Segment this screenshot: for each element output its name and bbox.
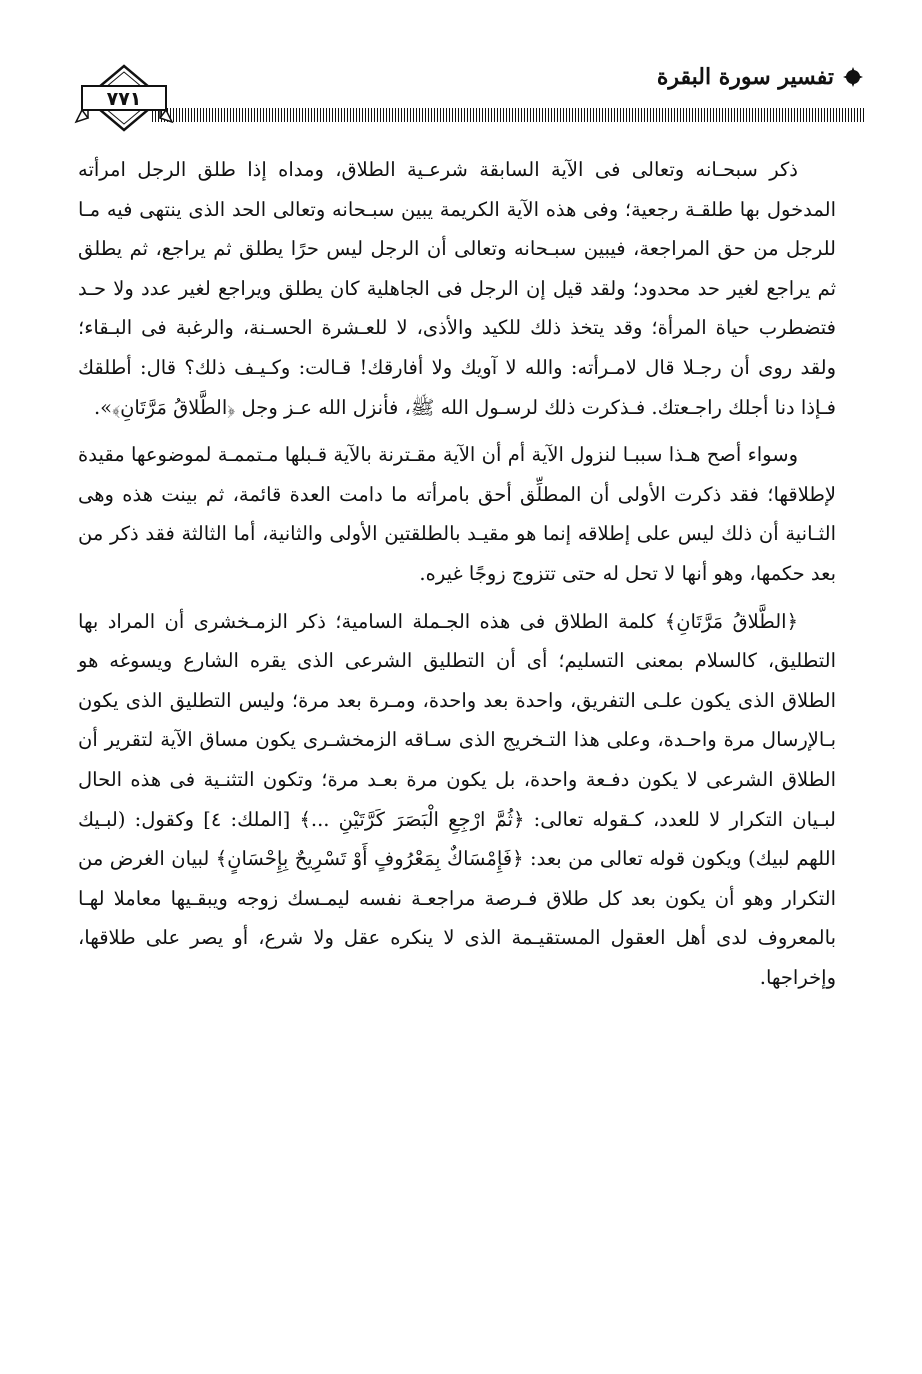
header-title: تفسير سورة البقرة	[656, 64, 834, 90]
page-number: ٧٧١	[106, 88, 142, 110]
header-title-group	[657, 64, 864, 90]
paragraph-3: ﴿الطَّلاقُ مَرَّتَانِ﴾ كلمة الطلاق فى هذه الجـملة السامية؛ ذكر الزمـخشرى أن المراد بها التطليق، كالسلام بمعنى التسليم؛ أى أن التطليق الشرعى الذى يقره الشارع ويسوغه هو الطلاق الذى يكون علـى التفريق، واحدة بعد واحدة، ومـرة بعد مرة؛ وليس التطليق الذى يكون بـالإرسال مرة واحـدة، وعلى هذا التـخريج الذى سـاقه الزمخشـرى يكون مساق الآية لتقرير أن الطلاق الشرعى لا يكون دفـعة واحدة، بل يكون مرة بعـد مرة؛ وتكون التثنـية فى هذه الحال لبـيان التكرار لا للعدد، كـقوله تعالى: ﴿ثُمَّ ارْجِعِ الْبَصَرَ كَرَّتَيْنِ ...﴾ [الملك: ٤] وكقول: (لبـيك اللهم لبيك) ويكون قوله تعالى من بعد: ﴿فَإِمْسَاكٌ بِمَعْرُوفٍ أَوْ تَسْرِيحٌ بِإِحْسَانٍ﴾ لبيان الغرض من التكرار وهو أن يكون بعد كل طلاق فـرصة مراجعـة نفسه ليمـسك زوجه ويبقـيها معاملا لهـا بالمعروف لدى أهل العقول المستقيـمة الذى لا ينكره عقل ولا شرع، أو يصر على طلاقها، وإخراجها.	[78, 609, 836, 989]
page-header	[74, 58, 864, 138]
page-number-badge	[74, 58, 174, 138]
body-text	[78, 150, 836, 997]
paragraph-1: ذكر سبحـانه وتعالى فى الآية السابقة شرعـية الطلاق، ومداه إذا طلق الرجل امرأته المدخول بها طلقـة رجعية؛ وفى هذه الآية الكريمة يبين سبـحانه وتعالى الحد الذى ينتهى فيه مـا للرجل من حق المراجعة، فيبين سبـحانه وتعالى أن الرجل ليس حرًا يطلق ثم يراجع، ثم يطلق ثم يراجع لغير حد محدود؛ ولقد قيل إن الرجل فى الجاهلية كان يطلق ويراجع لغير عدد ولا حـد فتضطرب حياة المرأة؛ وقد يتخذ ذلك للكيد والأذى، لا للعـشرة الحسـنة، والرغبة فى البـقاء؛ ولقد روى أن رجـلا قال لامـرأته: والله لا آويك ولا أفارقك! قـالت: وكـيـف ذلك؟ قال: أطلقك فـإذا دنا أجلك راجـعتك. فـذكرت ذلك لرسـول الله ﷺ، فأنزل الله عـز وجل ﴿الطَّلاقُ مَرَّتَانِ﴾».	[78, 158, 836, 419]
header-rule	[152, 108, 864, 122]
paragraph-2: وسواء أصح هـذا سببـا لنزول الآية أم أن الآية مقـترنة بالآية قـبلها مـتممـة لموضوعها مقيدة لإطلاقها؛ فقد ذكرت الأولى أن المطلِّق أحق بامرأته ما دامت العدة قائمة، ثم بينت هذه وهى الثـانية أن ذلك ليس على إطلاقه إنما هو مقيـد بالطلقتين الأولى والثانية، أما الثالثة فقد ذكر من بعد حكمها، وهو أنها لا تحل له حتى تتزوج زوجًا غيره.	[78, 443, 836, 585]
ornament-icon	[842, 66, 864, 88]
